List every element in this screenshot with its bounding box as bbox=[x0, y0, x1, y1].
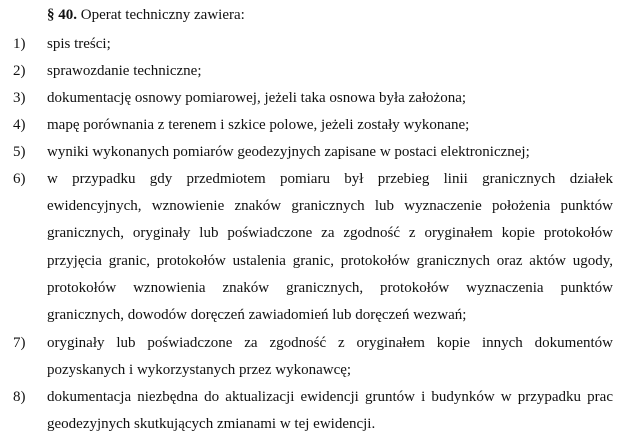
list-item-text: spis treści; bbox=[47, 36, 111, 52]
list-item-text: oryginały lub poświadczone za zgodność z oryginałem kopie innych dokumentów pozyskanych i wykorzystanych przez wykonawcę; bbox=[47, 335, 613, 379]
section-heading-text: Operat techniczny zawiera: bbox=[77, 7, 245, 23]
list-item-number: 7) bbox=[13, 335, 26, 351]
list-item-text: wyniki wykonanych pomiarów geodezyjnych zapisane w postaci elektronicznej; bbox=[47, 144, 530, 160]
section-number: § 40. bbox=[47, 7, 77, 23]
list-item-text: sprawozdanie techniczne; bbox=[47, 63, 202, 79]
list-item-text: dokumentację osnowy pomiarowej, jeżeli taka osnowa była założona; bbox=[47, 90, 467, 106]
section-heading bbox=[47, 6, 245, 24]
list-item-text: mapę porównania z terenem i szkice polowe, jeżeli zostały wykonane; bbox=[47, 117, 470, 133]
list-item-number: 2) bbox=[13, 63, 26, 79]
list-item-number: 1) bbox=[13, 36, 26, 52]
list-item-number: 6) bbox=[13, 171, 26, 187]
list-item-number: 4) bbox=[13, 117, 26, 133]
list-item-text: dokumentacja niezbędna do aktualizacji ewidencji gruntów i budynków w przypadku prac geodezyjnych skutkujących zmianami w tej ewidencji. bbox=[47, 389, 613, 433]
list-item-text: w przypadku gdy przedmiotem pomiaru był przebieg linii granicznych działek ewidencyjnych, wznowienie znaków granicznych lub wyznaczenie położenia punktów granicznych, oryginały lub poświadczone za zgodność z oryginałem kopie protokołów przyjęcia granic, protokołów ustalenia granic, protokołów granicznych oraz aktów ugody, protokołów wznowienia znaków granicznych, protokołów wyznaczenia punktów granicznych, dowodów doręczeń zawiadomień lub doręczeń wezwań; bbox=[47, 171, 613, 324]
list-item-number: 8) bbox=[13, 389, 26, 405]
list-item-number: 5) bbox=[13, 144, 26, 160]
list-item-number: 3) bbox=[13, 90, 26, 106]
